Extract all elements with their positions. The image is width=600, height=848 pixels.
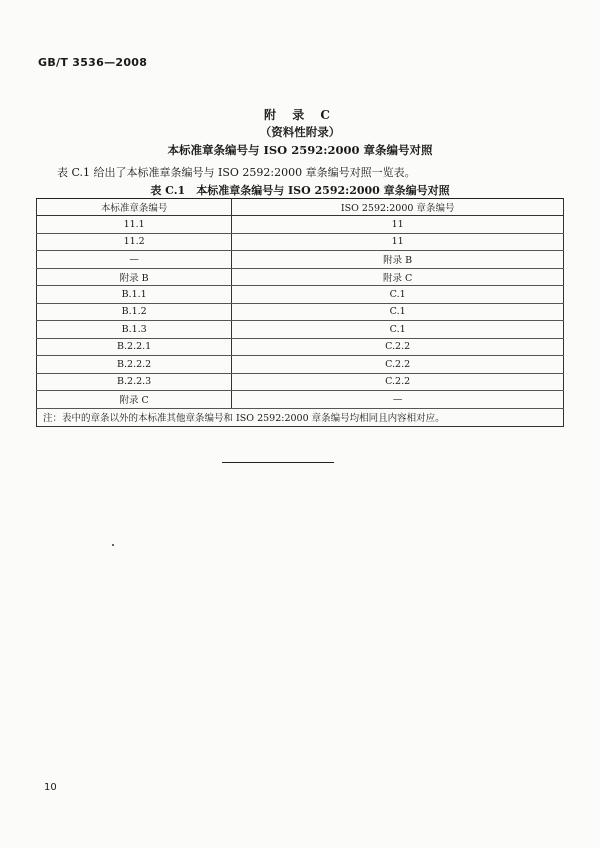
table-row (37, 321, 564, 339)
cell-iso: C.2.2 (232, 373, 564, 391)
table-row (37, 233, 564, 251)
cell-local: B.1.1 (37, 286, 232, 304)
intro-paragraph: 表 C.1 给出了本标准章条编号与 ISO 2592:2000 章条编号对照一览表。 (57, 166, 416, 179)
cell-iso: 附录 C (232, 268, 564, 286)
cell-local: B.2.2.1 (37, 338, 232, 356)
standard-code: GB/T 3536—2008 (38, 56, 148, 69)
page-number: 10 (44, 782, 57, 793)
cell-iso: 11 (232, 216, 564, 234)
appendix-heading: 本标准章条编号与 ISO 2592:2000 章条编号对照 (167, 143, 433, 157)
cell-iso: 11 (232, 233, 564, 251)
table-row (37, 268, 564, 286)
cell-local: — (37, 251, 232, 269)
cell-iso: C.1 (232, 286, 564, 304)
cell-local: 附录 C (37, 391, 232, 409)
table-row (37, 338, 564, 356)
cell-local: B.1.3 (37, 321, 232, 339)
cell-iso: C.2.2 (232, 356, 564, 374)
cell-local: B.2.2.2 (37, 356, 232, 374)
table-row (37, 251, 564, 269)
scan-speck (112, 544, 114, 546)
cell-iso: — (232, 391, 564, 409)
mapping-table (36, 198, 564, 427)
appendix-kind: （资料性附录） (259, 125, 341, 139)
cell-local: 附录 B (37, 268, 232, 286)
appendix-title: 附 录 C (264, 108, 336, 122)
cell-iso: C.1 (232, 303, 564, 321)
table-note-row (37, 408, 564, 426)
table-row (37, 373, 564, 391)
column-header-local: 本标准章条编号 (37, 199, 232, 216)
table-caption: 表 C.1 本标准章条编号与 ISO 2592:2000 章条编号对照 (150, 184, 450, 197)
table-row (37, 216, 564, 234)
table-row (37, 303, 564, 321)
cell-iso: C.2.2 (232, 338, 564, 356)
table-note: 注：表中的章条以外的本标准其他章条编号和 ISO 2592:2000 章条编号均相同且内容相对应。 (37, 408, 564, 426)
cell-local: 11.2 (37, 233, 232, 251)
cell-iso: 附录 B (232, 251, 564, 269)
column-header-iso: ISO 2592:2000 章条编号 (232, 199, 564, 216)
cell-local: B.1.2 (37, 303, 232, 321)
cell-local: B.2.2.3 (37, 373, 232, 391)
table-header-row (37, 199, 564, 216)
end-rule (222, 462, 334, 463)
cell-iso: C.1 (232, 321, 564, 339)
table-row (37, 356, 564, 374)
table-row (37, 286, 564, 304)
table-row (37, 391, 564, 409)
cell-local: 11.1 (37, 216, 232, 234)
